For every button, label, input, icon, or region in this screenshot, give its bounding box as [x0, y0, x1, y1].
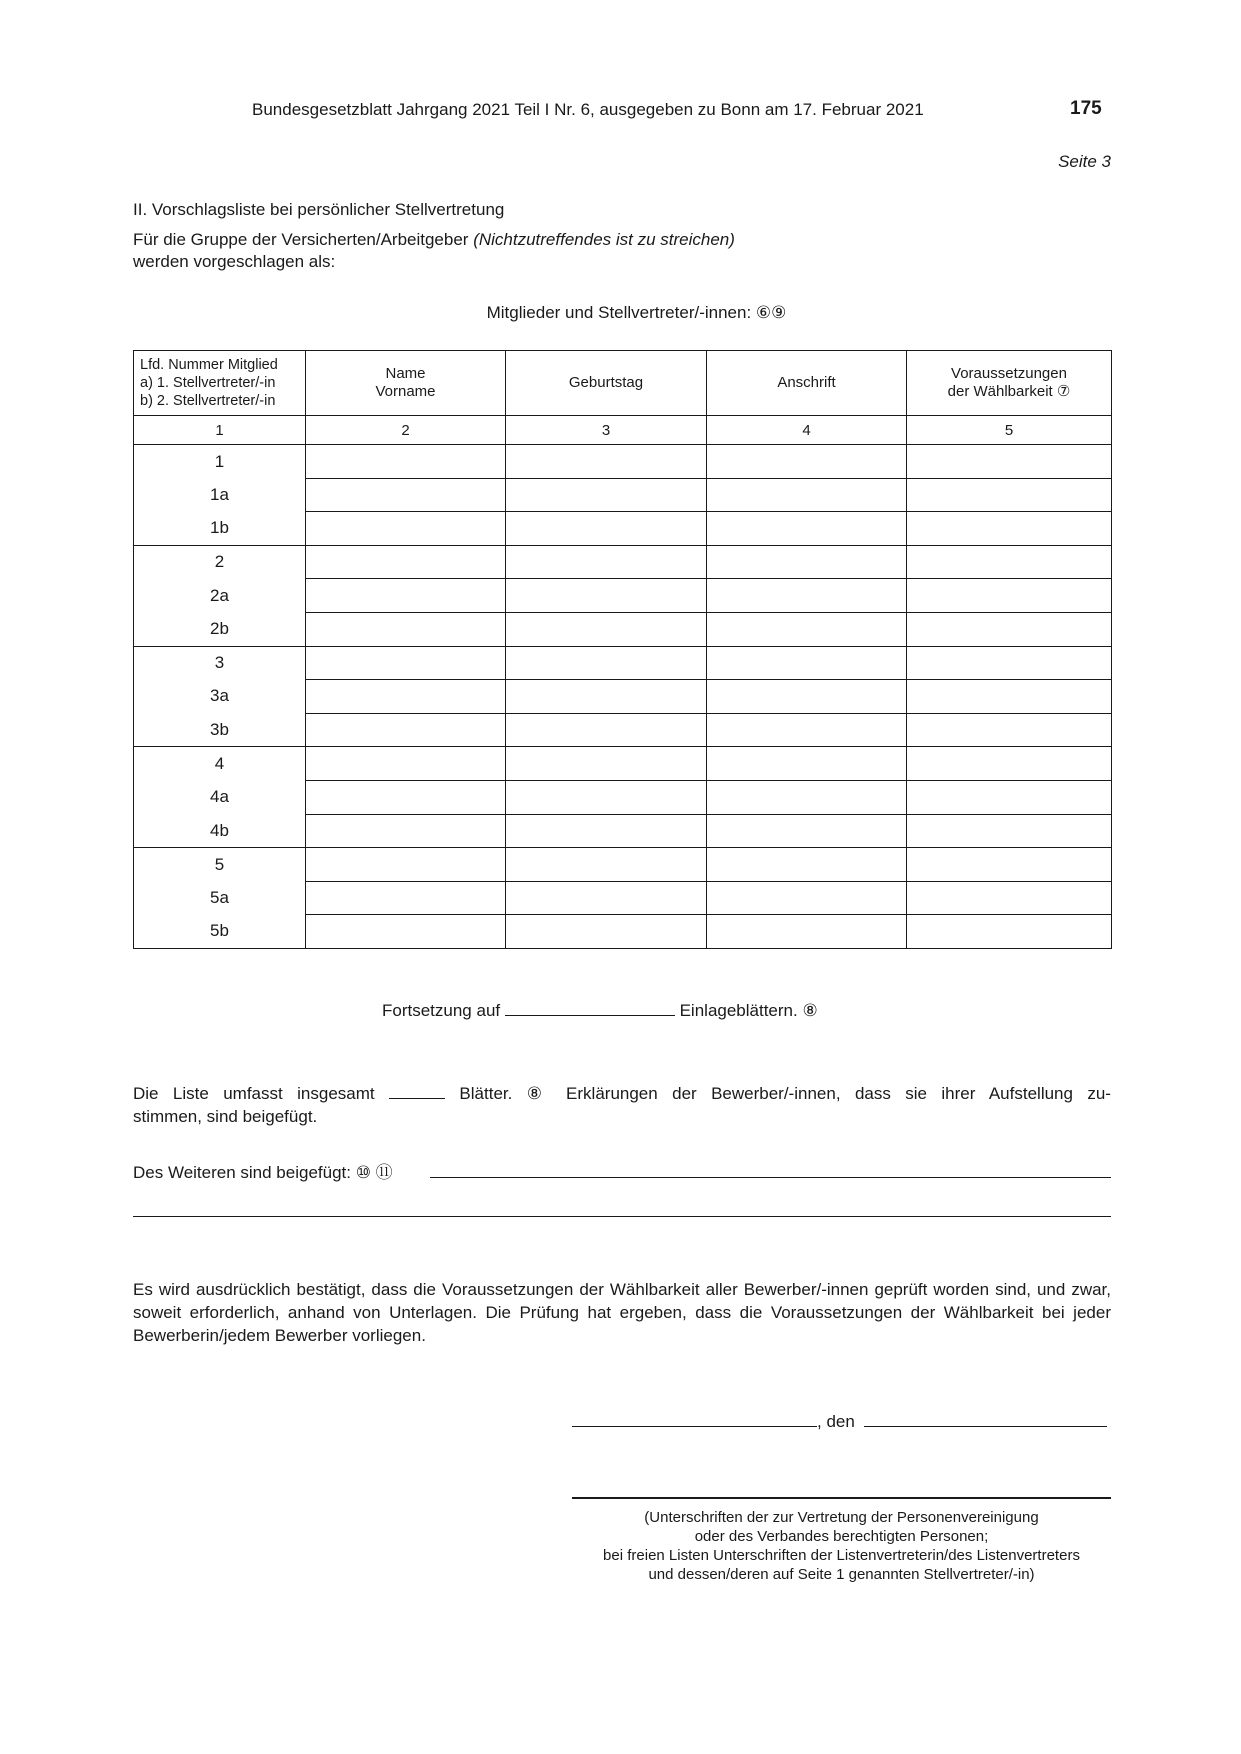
- page-number: 175: [1070, 98, 1102, 119]
- table-row: [134, 713, 1112, 747]
- weiteren-blank-field-2[interactable]: [133, 1216, 1111, 1217]
- name-cell[interactable]: [306, 780, 506, 814]
- row-number-cell: 1a: [134, 478, 306, 512]
- voraussetzungen-cell[interactable]: [907, 445, 1112, 479]
- row-number-cell: 3a: [134, 680, 306, 714]
- header-name-line2: Vorname: [375, 383, 436, 400]
- anschrift-cell[interactable]: [707, 445, 907, 479]
- header-name: [306, 351, 506, 416]
- voraussetzungen-cell[interactable]: [907, 713, 1112, 747]
- geburtstag-cell[interactable]: [506, 445, 707, 479]
- geburtstag-cell[interactable]: [506, 612, 707, 646]
- group-line-continued: werden vorgeschlagen als:: [133, 252, 336, 271]
- date-blank-field[interactable]: [864, 1426, 1107, 1427]
- weiteren-blank-field[interactable]: [430, 1177, 1111, 1178]
- header-voraussetzungen-line2: der Wählbarkeit ⑦: [947, 383, 1071, 400]
- anschrift-cell[interactable]: [707, 478, 907, 512]
- den-label: , den: [817, 1412, 855, 1431]
- anschrift-cell[interactable]: [707, 780, 907, 814]
- voraussetzungen-cell[interactable]: [907, 881, 1112, 915]
- place-date-line: [572, 1412, 1107, 1432]
- geburtstag-cell[interactable]: [506, 545, 707, 579]
- table-row: [134, 915, 1112, 949]
- header-lfd-nummer: [134, 351, 306, 416]
- name-cell[interactable]: [306, 848, 506, 882]
- table-row: [134, 814, 1112, 848]
- anschrift-cell[interactable]: [707, 612, 907, 646]
- name-cell[interactable]: [306, 713, 506, 747]
- name-cell[interactable]: [306, 680, 506, 714]
- name-cell[interactable]: [306, 579, 506, 613]
- anschrift-cell[interactable]: [707, 915, 907, 949]
- anschrift-cell[interactable]: [707, 848, 907, 882]
- voraussetzungen-cell[interactable]: [907, 780, 1112, 814]
- voraussetzungen-cell[interactable]: [907, 814, 1112, 848]
- table-row: [134, 612, 1112, 646]
- row-number-cell: 1: [134, 445, 306, 479]
- anschrift-cell[interactable]: [707, 713, 907, 747]
- voraussetzungen-cell[interactable]: [907, 680, 1112, 714]
- column-number: 5: [907, 416, 1112, 445]
- voraussetzungen-cell[interactable]: [907, 612, 1112, 646]
- anschrift-cell[interactable]: [707, 545, 907, 579]
- name-cell[interactable]: [306, 545, 506, 579]
- header-anschrift: Anschrift: [707, 351, 907, 416]
- signature-caption-line: (Unterschriften der zur Vertretung der Personenvereinigung: [644, 1509, 1039, 1526]
- table-header-row: [134, 351, 1112, 416]
- geburtstag-cell[interactable]: [506, 814, 707, 848]
- geburtstag-cell[interactable]: [506, 512, 707, 546]
- geburtstag-cell[interactable]: [506, 848, 707, 882]
- sheet-count-blank-field[interactable]: [389, 1098, 445, 1099]
- geburtstag-cell[interactable]: [506, 579, 707, 613]
- geburtstag-cell[interactable]: [506, 780, 707, 814]
- header-voraussetzungen-line1: Voraussetzungen: [951, 365, 1067, 382]
- header-lfd-line1: Lfd. Nummer Mitglied: [140, 357, 278, 373]
- name-cell[interactable]: [306, 747, 506, 781]
- table-row: [134, 747, 1112, 781]
- row-number-cell: 2b: [134, 612, 306, 646]
- row-number-cell: 5a: [134, 881, 306, 915]
- table-caption: Mitglieder und Stellvertreter/-innen: ⑥⑨: [486, 303, 787, 322]
- continuation-after: Einlageblättern. ⑧: [679, 1001, 818, 1020]
- voraussetzungen-cell[interactable]: [907, 646, 1112, 680]
- name-cell[interactable]: [306, 814, 506, 848]
- voraussetzungen-cell[interactable]: [907, 478, 1112, 512]
- anschrift-cell[interactable]: [707, 646, 907, 680]
- name-cell[interactable]: [306, 881, 506, 915]
- header-lfd-line3: b) 2. Stellvertreter/-in: [140, 393, 276, 409]
- header-lfd-line2: a) 1. Stellvertreter/-in: [140, 375, 276, 391]
- geburtstag-cell[interactable]: [506, 680, 707, 714]
- table-row: [134, 646, 1112, 680]
- geburtstag-cell[interactable]: [506, 747, 707, 781]
- group-line: [133, 230, 735, 250]
- row-number-cell: 4b: [134, 814, 306, 848]
- signature-caption-line: oder des Verbandes berechtigten Personen;: [694, 1528, 989, 1545]
- signature-line[interactable]: [572, 1497, 1111, 1499]
- geburtstag-cell[interactable]: [506, 881, 707, 915]
- voraussetzungen-cell[interactable]: [907, 915, 1112, 949]
- voraussetzungen-cell[interactable]: [907, 848, 1112, 882]
- column-number: 3: [506, 416, 707, 445]
- name-cell[interactable]: [306, 915, 506, 949]
- row-number-cell: 1b: [134, 512, 306, 546]
- row-number-cell: 5b: [134, 915, 306, 949]
- confirmation-paragraph: Es wird ausdrücklich bestätigt, dass die Voraussetzungen der Wählbarkeit aller Bewerber/-innen geprüft worden sind, und zwar, soweit erforderlich, anhand von Unterlagen. Die Prüfung hat ergeben, dass die Voraussetzungen der Wählbarkeit bei jeder Bewerberin/jedem Bewerber vorliegen.: [133, 1280, 1111, 1345]
- geburtstag-cell[interactable]: [506, 915, 707, 949]
- signature-caption-line: und dessen/deren auf Seite 1 genannten Stellvertreter/-in): [648, 1566, 1035, 1583]
- geburtstag-cell[interactable]: [506, 713, 707, 747]
- header-voraussetzungen: [907, 351, 1112, 416]
- column-number-row: [134, 416, 1112, 445]
- geburtstag-cell[interactable]: [506, 478, 707, 512]
- anschrift-cell[interactable]: [707, 680, 907, 714]
- voraussetzungen-cell[interactable]: [907, 512, 1112, 546]
- candidate-table: [133, 350, 1112, 949]
- liste-after: Blätter. ⑧ Erklärungen der Bewerber/-innen, dass sie ihrer Aufstellung zu-: [459, 1084, 1111, 1103]
- column-number: 4: [707, 416, 907, 445]
- table-row: [134, 780, 1112, 814]
- table-row: [134, 881, 1112, 915]
- continuation-blank-field[interactable]: [505, 1015, 675, 1016]
- voraussetzungen-cell[interactable]: [907, 747, 1112, 781]
- row-number-cell: 3: [134, 646, 306, 680]
- table-row: [134, 848, 1112, 882]
- column-number: 1: [134, 416, 306, 445]
- continuation-line: [382, 1001, 818, 1021]
- place-blank-field[interactable]: [572, 1426, 817, 1427]
- name-cell[interactable]: [306, 646, 506, 680]
- header-geburtstag: Geburtstag: [506, 351, 707, 416]
- anschrift-cell[interactable]: [707, 579, 907, 613]
- row-number-cell: 4: [134, 747, 306, 781]
- table-row: [134, 478, 1112, 512]
- table-row: [134, 445, 1112, 479]
- table-row: [134, 680, 1112, 714]
- weiteren-line: [133, 1158, 393, 1183]
- name-cell[interactable]: [306, 478, 506, 512]
- name-cell[interactable]: [306, 512, 506, 546]
- signature-caption: [562, 1508, 1121, 1584]
- voraussetzungen-cell[interactable]: [907, 545, 1112, 579]
- name-cell[interactable]: [306, 612, 506, 646]
- name-cell[interactable]: [306, 445, 506, 479]
- anschrift-cell[interactable]: [707, 814, 907, 848]
- anschrift-cell[interactable]: [707, 512, 907, 546]
- table-body: [134, 445, 1112, 949]
- signature-caption-line: bei freien Listen Unterschriften der Listenvertreterin/des Listenvertreters: [603, 1547, 1080, 1564]
- table-row: [134, 579, 1112, 613]
- page-subnumber: Seite 3: [1058, 152, 1111, 171]
- liste-line1: [133, 1082, 1111, 1105]
- column-number: 2: [306, 416, 506, 445]
- row-number-cell: 5: [134, 848, 306, 882]
- group-line-text: Für die Gruppe der Versicherten/Arbeitgeber: [133, 230, 469, 249]
- voraussetzungen-cell[interactable]: [907, 579, 1112, 613]
- header-name-line1: Name: [385, 365, 426, 382]
- table-row: [134, 545, 1112, 579]
- anschrift-cell[interactable]: [707, 747, 907, 781]
- geburtstag-cell[interactable]: [506, 646, 707, 680]
- table-row: [134, 512, 1112, 546]
- row-number-cell: 2a: [134, 579, 306, 613]
- group-line-note: (Nichtzutreffendes ist zu streichen): [473, 230, 735, 249]
- liste-paragraph: [133, 1082, 1111, 1128]
- row-number-cell: 4a: [134, 780, 306, 814]
- row-number-cell: 3b: [134, 713, 306, 747]
- weiteren-label: Des Weiteren sind beigefügt: ⑩ ⑪: [133, 1163, 393, 1182]
- anschrift-cell[interactable]: [707, 881, 907, 915]
- continuation-before: Fortsetzung auf: [382, 1001, 501, 1020]
- section-title: II. Vorschlagsliste bei persönlicher Stellvertretung: [133, 200, 505, 219]
- liste-line2: stimmen, sind beigefügt.: [133, 1107, 318, 1126]
- running-header: Bundesgesetzblatt Jahrgang 2021 Teil I Nr. 6, ausgegeben zu Bonn am 17. Februar 2021: [252, 100, 924, 119]
- liste-before: Die Liste umfasst insgesamt: [133, 1084, 375, 1103]
- row-number-cell: 2: [134, 545, 306, 579]
